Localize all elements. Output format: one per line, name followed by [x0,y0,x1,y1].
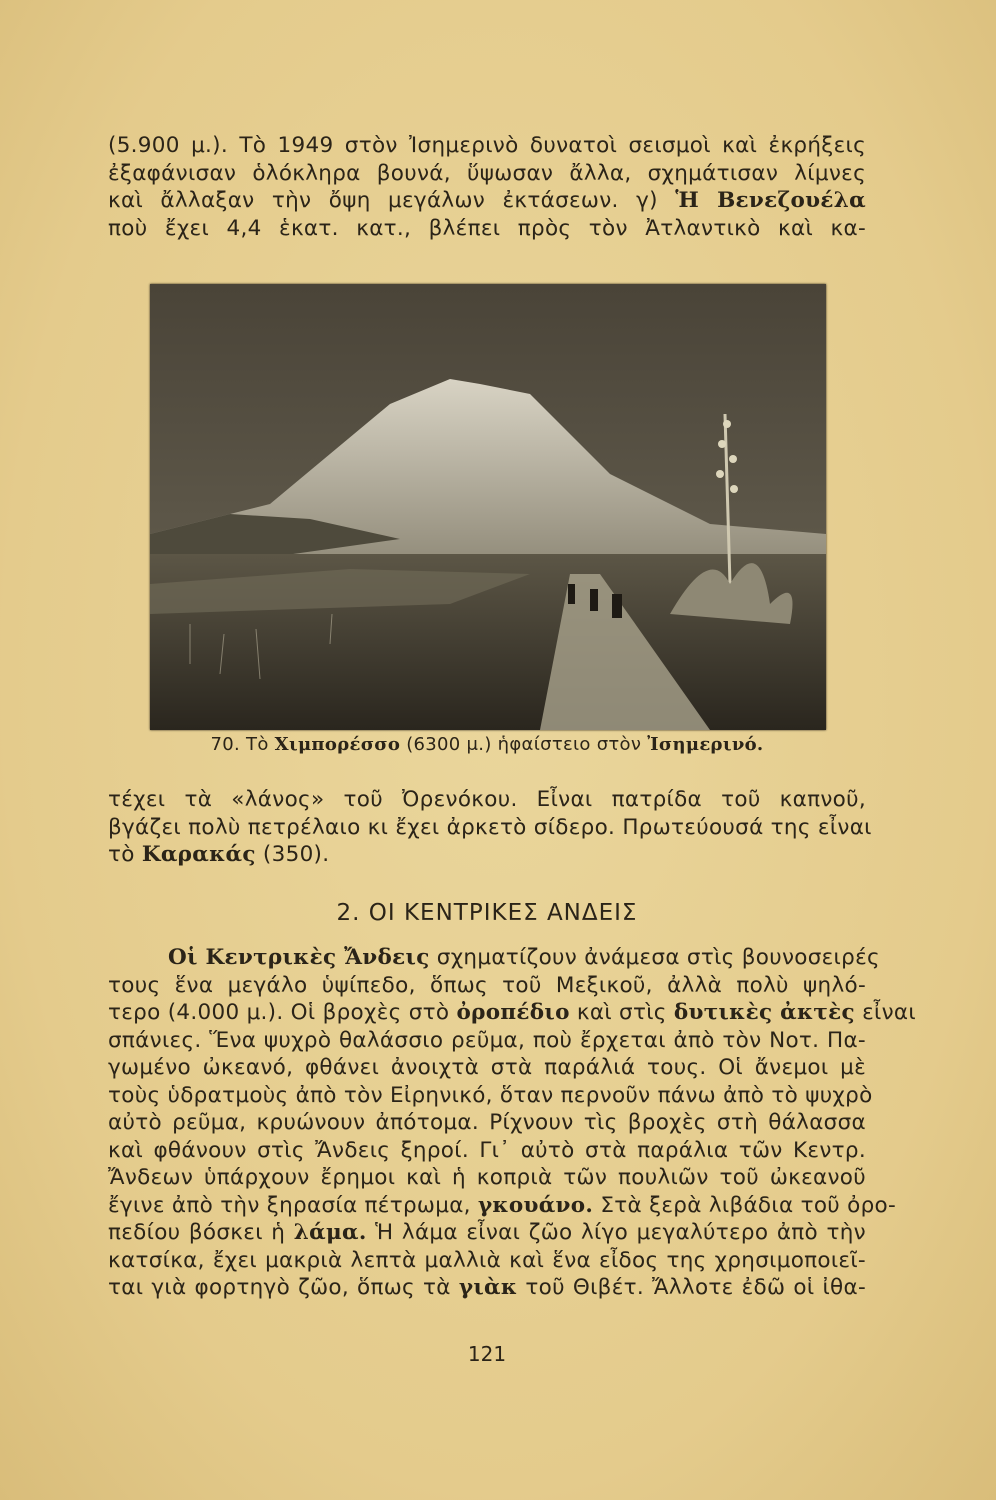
text-line: ἔγινε ἀπὸ τὴν ξηρασία πέτρωμα, γκουάνο. Στὰ ξερὰ λιβάδια τοῦ ὀρο- [108,1192,897,1218]
text-line: αὐτὸ ρεῦμα, κρυώνουν ἀπότομα. Ρίχνουν τὶς βροχὲς στὴ θάλασσα [108,1110,866,1135]
text-line: τοὺς ὑδρατμοὺς ἀπὸ τὸν Εἰρηνικό, ὅταν περνοῦν πάνω ἀπὸ τὸ ψυχρὸ [108,1082,873,1108]
section-heading: 2. ΟΙ ΚΕΝΤΡΙΚΕΣ ΑΝΔΕΙΣ [336,900,638,926]
text-line: πεδίου βόσκει ἡ λάμα. Ἡ λάμα εἶναι ζῶο λίγο μεγαλύτερο ἀπὸ τὴν [108,1220,866,1245]
bold-term-caracas: Καρακάς [141,842,256,867]
text-line: (5.900 μ.). Τὸ 1949 στὸν Ἰσημερινὸ δυνατοὶ σεισμοὶ καὶ ἐκρήξεις [108,133,866,158]
text-line: βγάζει πολὺ πετρέλαιο κι ἔχει ἀρκετὸ σίδερο. Πρωτεύουσά της εἶναι [108,814,872,840]
text-line: Ἄνδεων ὑπάρχουν ἔρημοι καὶ ἡ κοπριὰ τῶν πουλιῶν τοῦ ὠκεανοῦ [108,1165,866,1190]
text-line: γωμένο ὠκεανό, φθάνει ἀνοιχτὰ στὰ παράλιά τους. Οἱ ἄνεμοι μὲ [108,1055,866,1080]
text-line: Οἱ Κεντρικὲς Ἄνδεις σχηματίζουν ἀνάμεσα στὶς βουνοσειρές [168,945,880,970]
bold-term-venezuela: Ἡ Βενεζουέλα [675,188,866,213]
text-line: σπάνιες. Ἕνα ψυχρὸ θαλάσσιο ρεῦμα, ποὺ ἔρχεται ἀπὸ τὸν Νοτ. Πα- [108,1027,866,1053]
figure-caption: 70. Τὸ Χιμπορέσσο (6300 μ.) ἡφαίστειο στὸν Ἰσημερινό. [210,734,764,755]
page-number: 121 [467,1342,507,1366]
text-line: τέχει τὰ «λάνος» τοῦ Ὀρενόκου. Εἶναι πατρίδα τοῦ καπνοῦ, [108,787,866,812]
text-line: ται γιὰ φορτηγὸ ζῶο, ὅπως τὰ γιὰκ τοῦ Θιβέτ. Ἄλλοτε ἐδῶ οἱ ἰθα- [108,1275,867,1300]
text-line: τους ἕνα μεγάλο ὑψίπεδο, ὅπως τοῦ Μεξικοῦ, ἀλλὰ πολὺ ψηλό- [108,972,866,998]
text-line: ποὺ ἔχει 4,4 ἑκατ. κατ., βλέπει πρὸς τὸν Ἀτλαντικὸ καὶ κα- [108,215,866,241]
text-line: καὶ φθάνουν στὶς Ἄνδεις ξηροί. Γι᾿ αὐτὸ στὰ παράλια τῶν Κεντρ. [108,1137,866,1163]
caption-bold-name: Χιμπορέσσο [274,734,401,755]
figure-chimborazo-image [150,284,826,730]
caption-bold-country: Ἰσημερινό. [647,734,764,755]
text-line: καὶ ἄλλαξαν τὴν ὄψη μεγάλων ἐκτάσεων. γ) Ἡ Βενεζουέλα [108,188,866,213]
text-line: κατσίκα, ἔχει μακριὰ λεπτὰ μαλλιὰ καὶ ἕνα εἶδος της χρησιμοποιεῖ- [108,1247,866,1273]
text-line: τερο (4.000 μ.). Οἱ βροχὲς στὸ ὀροπέδιο καὶ στὶς δυτικὲς ἀκτὲς εἶναι [108,1000,916,1025]
top-paragraph [108,132,866,242]
middle-paragraph [108,786,872,869]
volcano-illustration [150,284,826,730]
text-line: τὸ Καρακάς (350). [108,842,330,867]
section-paragraph [108,944,916,1302]
text-line: ἐξαφάνισαν ὁλόκληρα βουνά, ὕψωσαν ἄλλα, σχημάτισαν λίμνες [108,160,866,186]
